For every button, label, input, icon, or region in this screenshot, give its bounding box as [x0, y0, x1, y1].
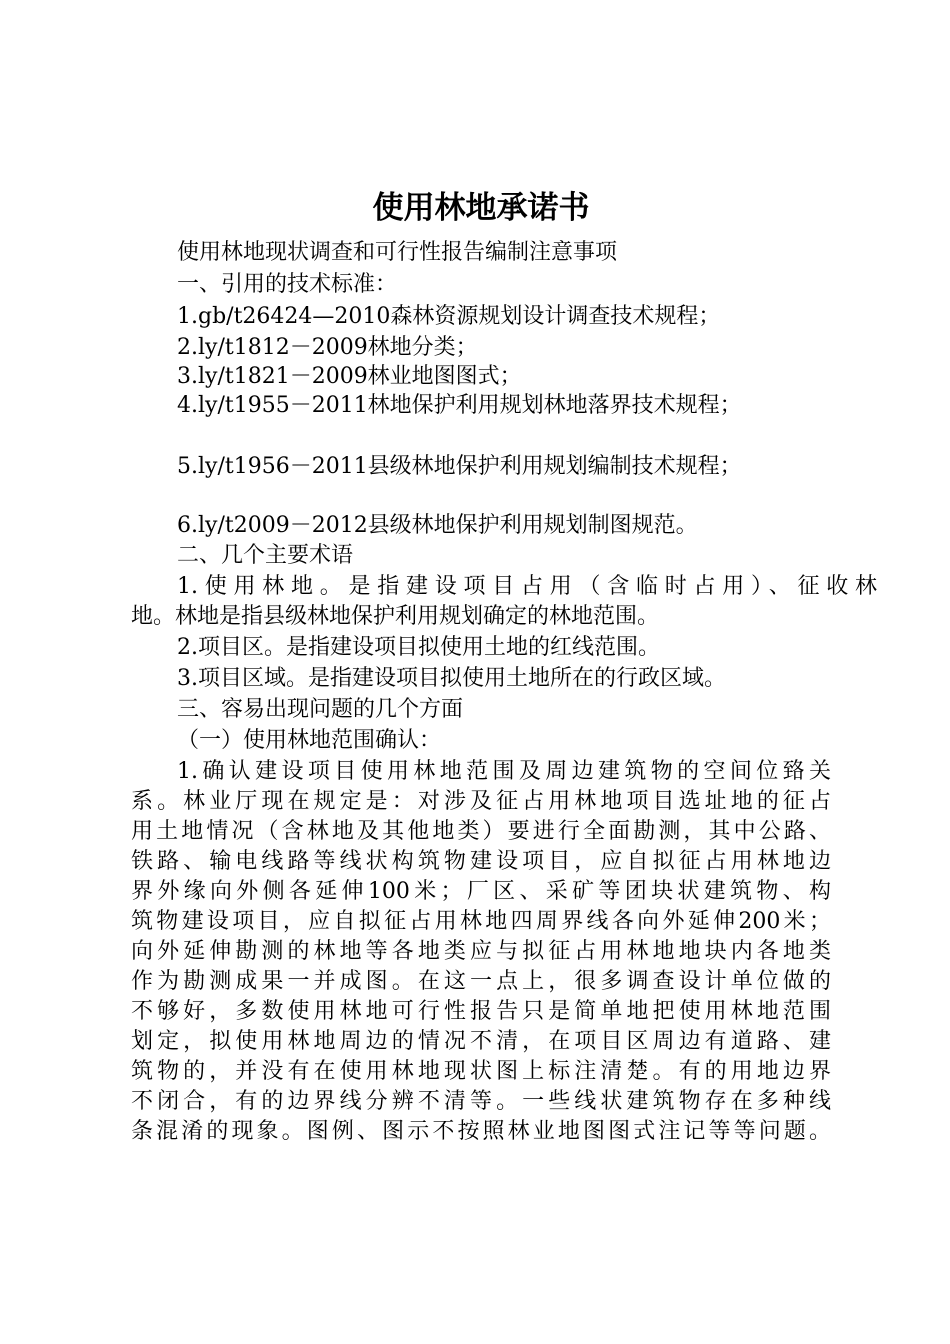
- paragraph-line: 用土地情况（含林地及其他地类）要进行全面勘测，其中公路、: [131, 819, 831, 844]
- paragraph-line: 系。林业厅现在规定是：对涉及征占用林地项目选址地的征占: [131, 789, 831, 814]
- paragraph-line: 不闭合，有的边界线分辨不清等。一些线状建筑物存在多种线: [131, 1089, 831, 1114]
- paragraph-line: 向外延伸勘测的林地等各地类应与拟征占用林地地块内各地类: [131, 939, 831, 964]
- paragraph-line: 1.确认建设项目使用林地范围及周边建筑物的空间位臵关: [177, 759, 831, 784]
- term-3: 3.项目区域。是指建设项目拟使用土地所在的行政区域。: [177, 666, 726, 691]
- standard-item-6: 6.ly/t2009－2012县级林地保护利用规划制图规范。: [177, 513, 698, 538]
- term-1-line-2: 地。林地是指县级林地保护利用规划确定的林地范围。: [131, 604, 660, 629]
- paragraph-line: 条混淆的现象。图例、图示不按照林业地图图式注记等等问题。: [131, 1119, 831, 1144]
- paragraph-line: 划定，拟使用林地周边的情况不清，在项目区周边有道路、建: [131, 1029, 831, 1054]
- standard-item-3: 3.ly/t1821－2009林业地图图式；: [177, 364, 522, 389]
- document-title: 使用林地承诺书: [372, 190, 590, 226]
- term-2: 2.项目区。是指建设项目拟使用土地的红线范围。: [177, 635, 660, 660]
- paragraph-line: 不够好，多数使用林地可行性报告只是简单地把使用林地范围: [131, 999, 831, 1024]
- paragraph-line: 筑物的，并没有在使用林地现状图上标注清楚。有的用地边界: [131, 1059, 831, 1084]
- paragraph-line: 筑物建设项目，应自拟征占用林地四周界线各向外延伸200米；: [131, 909, 831, 934]
- standard-item-5: 5.ly/t1956－2011县级林地保护利用规划编制技术规程；: [177, 454, 742, 479]
- paragraph-line: 作为勘测成果一并成图。在这一点上，很多调查设计单位做的: [131, 969, 831, 994]
- standard-item-2: 2.ly/t1812－2009林地分类；: [177, 335, 478, 360]
- standard-item-4: 4.ly/t1955－2011林地保护利用规划林地落界技术规程；: [177, 393, 742, 418]
- section-heading-terms: 二、几个主要术语: [177, 543, 354, 568]
- section-heading-issues: 三、容易出现问题的几个方面: [177, 697, 464, 722]
- scope-paragraph: [131, 757, 831, 1147]
- paragraph-line: 界外缘向外侧各延伸100米；厂区、采矿等团块状建筑物、构: [131, 879, 831, 904]
- paragraph-line: 铁路、输电线路等线状构筑物建设项目，应自拟征占用林地边: [131, 849, 831, 874]
- subtitle-line: 使用林地现状调查和可行性报告编制注意事项: [177, 240, 618, 265]
- term-1-line-1: 1.使用林地。是指建设项目占用（含临时占用）、征收林: [177, 574, 877, 599]
- subsection-heading-scope: （一）使用林地范围确认：: [177, 728, 442, 753]
- section-heading-standards: 一、引用的技术标准：: [177, 272, 398, 297]
- standard-item-1: 1.gb/t26424—2010森林资源规划设计调查技术规程；: [177, 304, 721, 329]
